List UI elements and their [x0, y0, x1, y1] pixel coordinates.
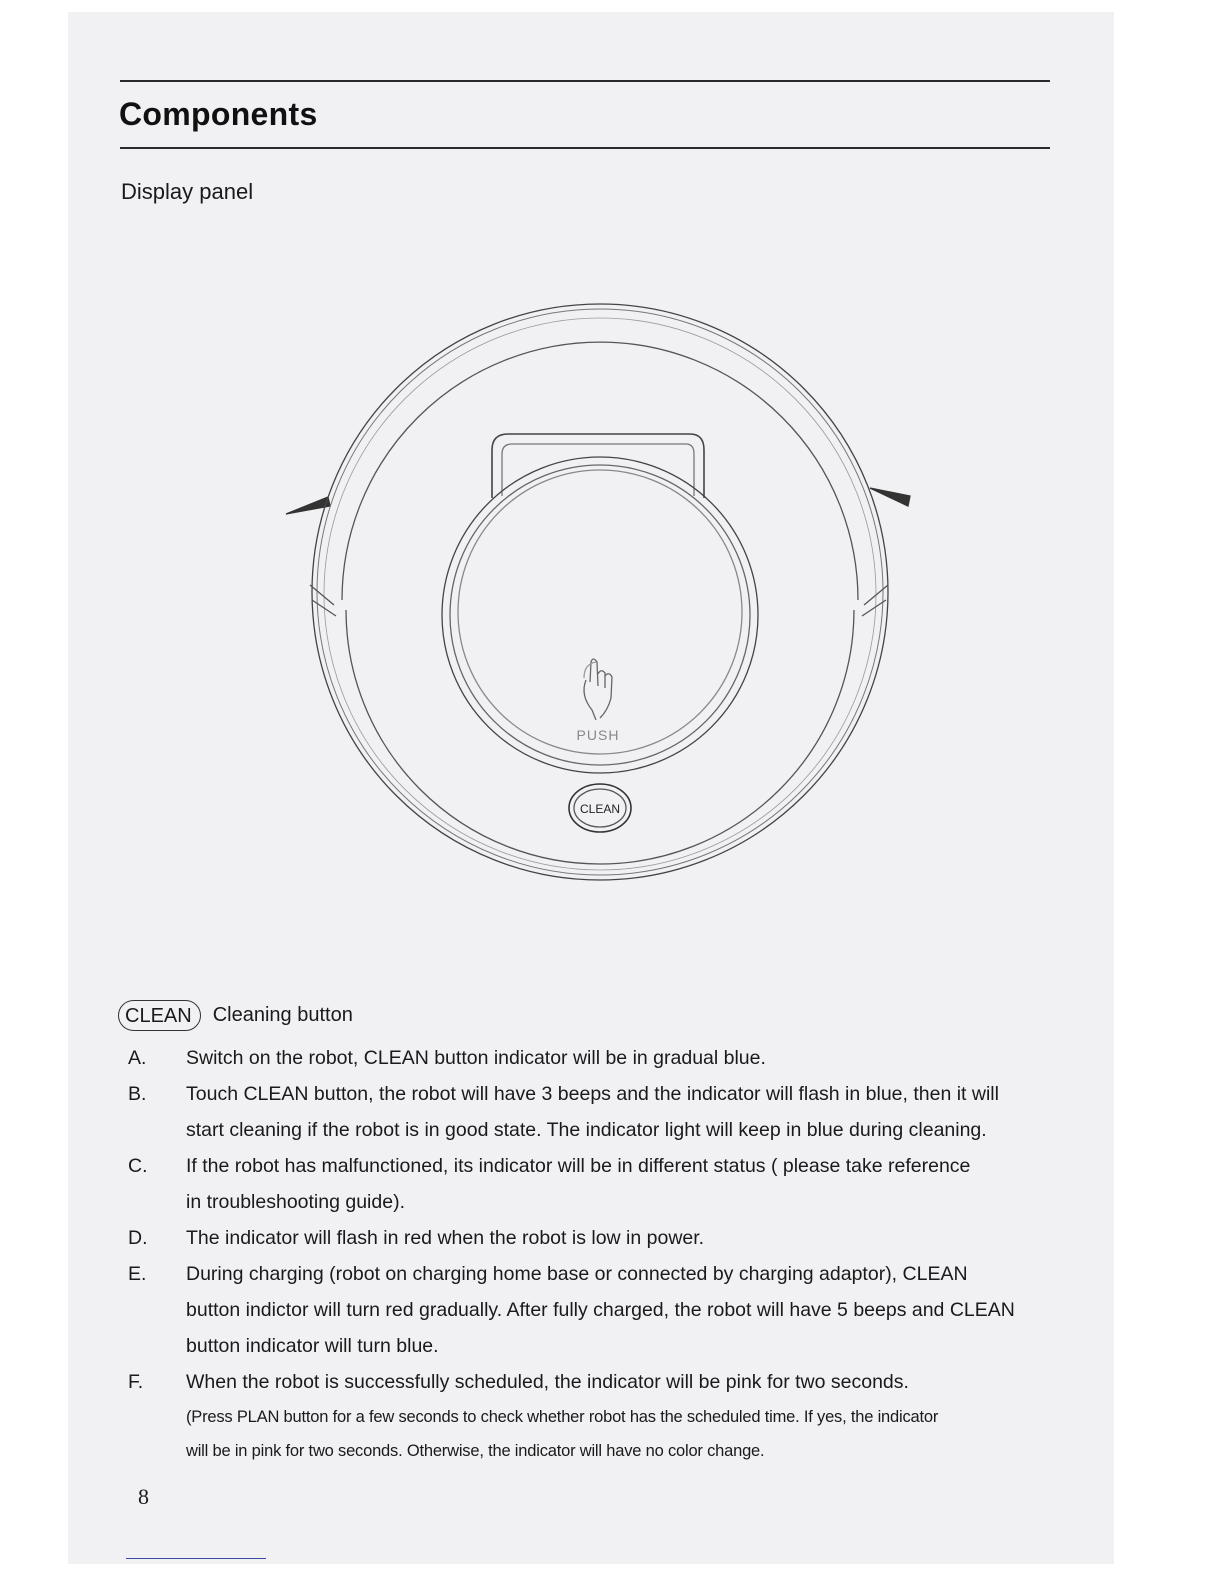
list-item	[128, 1040, 1098, 1076]
clean-badge-icon: CLEAN	[118, 1000, 201, 1031]
list-item-letter: C.	[128, 1155, 148, 1177]
header-rule-bottom	[120, 147, 1050, 149]
list-item-text: in troubleshooting guide).	[186, 1191, 405, 1213]
list-item-text: If the robot has malfunctioned, its indicator will be in different status ( please take reference	[186, 1155, 971, 1177]
list-item-note: (Press PLAN button for a few seconds to check whether robot has the scheduled time. If yes, the indicator	[186, 1408, 939, 1426]
robot-outer-rim	[312, 304, 888, 880]
list-item-text: Touch CLEAN button, the robot will have 3 beeps and the indicator will flash in blue, then it will	[186, 1083, 999, 1105]
list-item-letter: E.	[128, 1263, 147, 1285]
push-lid	[458, 470, 742, 754]
legend-label: Cleaning button	[212, 1004, 353, 1026]
list-item-text: button indictor will turn red gradually. After fully charged, the robot will have 5 beeps and CLEAN	[186, 1299, 1015, 1321]
clean-button-label: CLEAN	[579, 802, 621, 816]
right-brush-icon	[870, 488, 910, 506]
header-rule-top	[120, 80, 1050, 82]
section-subtitle: Display panel	[121, 179, 254, 204]
list-item-text: start cleaning if the robot is in good state. The indicator light will keep in blue during cleaning.	[186, 1119, 987, 1141]
list-item-text: The indicator will flash in red when the robot is low in power.	[186, 1227, 705, 1249]
list-item-text: Switch on the robot, CLEAN button indicator will be in gradual blue.	[186, 1047, 766, 1069]
list-item	[128, 1076, 1098, 1148]
list-item	[128, 1220, 1098, 1256]
list-item-text: button indicator will turn blue.	[186, 1335, 439, 1357]
list-item-text: During charging (robot on charging home base or connected by charging adaptor), CLEAN	[186, 1263, 968, 1285]
list-item	[128, 1256, 1098, 1364]
list-item	[128, 1148, 1098, 1220]
list-item-note: will be in pink for two seconds. Otherwise, the indicator will have no color change.	[186, 1442, 765, 1460]
list-item-letter: A.	[128, 1047, 147, 1069]
list-item-text: When the robot is successfully scheduled, the indicator will be pink for two seconds.	[186, 1371, 909, 1393]
page-title: Components	[119, 96, 318, 132]
footer-line	[126, 1558, 266, 1559]
hand-push-icon	[584, 659, 612, 720]
list-item-letter: D.	[128, 1227, 148, 1249]
list-item-letter: F.	[128, 1371, 144, 1393]
clean-legend	[118, 1000, 353, 1031]
instruction-list	[128, 1040, 1098, 1468]
list-item-letter: B.	[128, 1083, 147, 1105]
page-number: 8	[138, 1484, 149, 1509]
lid-outer-circle	[442, 457, 758, 773]
push-label: PUSH	[576, 727, 620, 743]
robot-display-panel-illustration	[270, 300, 930, 900]
list-item	[128, 1364, 1098, 1468]
